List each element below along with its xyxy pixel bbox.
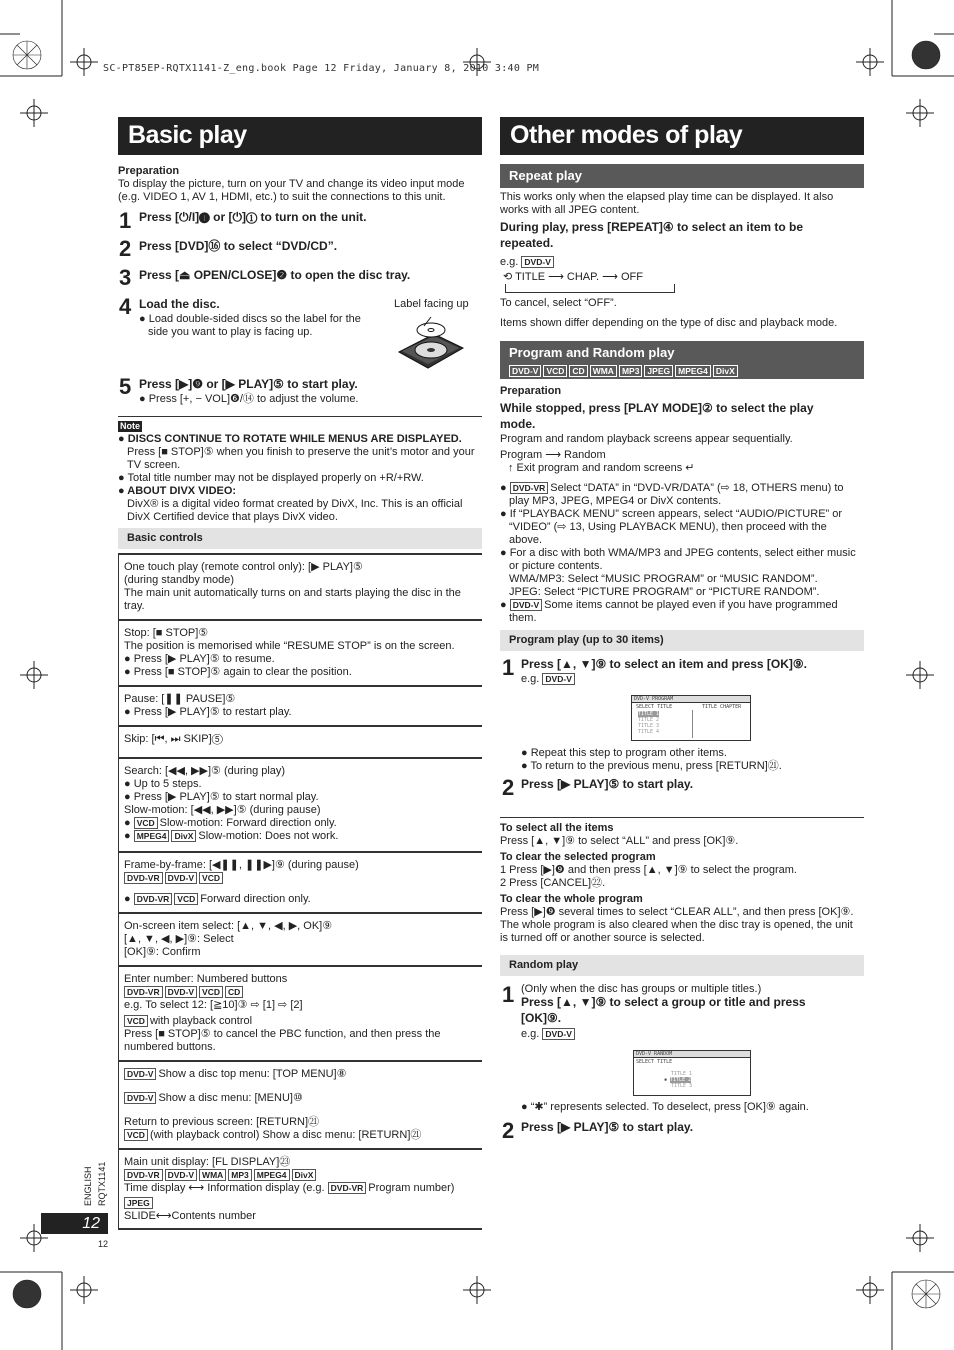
dvdv-tag: DVD-V <box>165 872 197 884</box>
note-line: play MP3, JPEG, MPEG4 or DivX contents. <box>509 495 722 507</box>
random-screen <box>633 1050 751 1096</box>
step-number: 1 <box>502 982 515 1007</box>
repeat-line: works with all JPEG content. <box>500 204 640 216</box>
dvdvr-tag: DVD-VR <box>510 482 549 494</box>
control-line: ● Press [▶ PLAY]⑤ to start normal play. <box>124 791 319 803</box>
frame-forward-text: Forward direction only. <box>200 893 311 905</box>
pbc-text: with playback control <box>149 1015 253 1027</box>
mpeg4-tag: MPEG4 <box>254 1169 290 1181</box>
box-rule <box>118 1148 482 1150</box>
control-line <box>124 1182 482 1195</box>
screen-header: DVD-V PROGRAM <box>632 696 750 703</box>
format-tags <box>509 363 864 377</box>
vcd-tag: VCD <box>174 893 198 905</box>
control-line: (during standby mode) <box>124 574 235 586</box>
disc-tray-illustration <box>396 314 466 372</box>
step-number: 2 <box>119 236 132 261</box>
dvdv-tag: DVD-V <box>124 1068 156 1080</box>
note-line: TV screen. <box>127 459 181 471</box>
disc-menu-text: Show a disc menu: [MENU]⑩ <box>158 1092 303 1104</box>
page-title-basic-play: Basic play <box>118 117 482 155</box>
language-label: ENGLISH <box>83 1166 93 1206</box>
wma-tag: WMA <box>199 1169 226 1181</box>
bullet-line: side you want to play is facing up. <box>148 326 313 338</box>
step-number: 1 <box>119 208 132 233</box>
step-number: 3 <box>119 265 132 290</box>
divider <box>118 416 482 417</box>
control-line: The main unit automatically turns on and starts playing the disc in the <box>124 587 461 599</box>
vcd-tag: VCD <box>124 1015 148 1027</box>
enter-number-box <box>118 973 482 1054</box>
dvdv-tag: DVD-V <box>509 365 541 377</box>
control-line: numbered buttons. <box>124 1041 216 1053</box>
repeat-line: This works only when the elapsed play time can be displayed. It also <box>500 191 834 203</box>
cd-tag: CD <box>569 365 587 377</box>
preparation-label: Preparation <box>118 165 180 177</box>
step-number: 1 <box>502 655 515 680</box>
note-line: ● If “PLAYBACK MENU” screen appears, select “AUDIO/PICTURE” or <box>500 508 843 520</box>
random-step-2: Press [▶ PLAY]⑤ to start play. <box>521 1120 694 1134</box>
control-title: Skip: [⏮, ⏭ SKIP]⑤ <box>124 733 223 745</box>
stop-box <box>118 627 482 679</box>
step-text: Press [⏏ OPEN/CLOSE]❷ to open the disc tray. <box>139 268 411 282</box>
program-number-text: Program number) <box>368 1182 455 1194</box>
random-step-line: [OK]⑨. <box>521 1011 562 1025</box>
repeat-items-note: Items shown differ depending on the type of disc and playback mode. <box>500 317 838 329</box>
box-rule <box>118 1228 482 1230</box>
program-random-title: Program and Random play <box>509 345 675 360</box>
control-line: ● Press [▶ PLAY]⑤ to resume. <box>124 653 275 665</box>
tag-row <box>124 1169 482 1182</box>
clear-selected-label: To clear the selected program <box>500 851 656 863</box>
jpeg-tag: JPEG <box>644 365 673 377</box>
screen-col1: SELECT TITLE <box>636 1059 673 1065</box>
screen-row: TITLE 3 <box>638 723 660 729</box>
page-number-small: 12 <box>98 1239 109 1249</box>
random-step-1 <box>521 994 861 1026</box>
display-box <box>118 1156 482 1223</box>
vcd-tag: VCD <box>199 986 223 998</box>
box-rule <box>118 619 482 621</box>
tag-row <box>124 986 482 999</box>
repeat-step-line: During play, press [REPEAT]④ to select an item to be <box>500 220 804 234</box>
slow-none-text: Slow-motion: Does not work. <box>198 830 339 842</box>
cd-tag: CD <box>225 986 243 998</box>
mpeg4-tag: MPEG4 <box>134 830 170 842</box>
note-line: them. <box>509 612 537 624</box>
step-text: Press [DVD]⑯ to select “DVD/CD”. <box>139 239 338 253</box>
note-line: ● DVD-VR Select “DATA” in “DVD-VR/DATA” (⇨ 18, OTHERS menu) to <box>500 482 844 494</box>
program-bullets <box>521 747 782 773</box>
step-text: Press [▶]❾ or [▶ PLAY]⑤ to start play. <box>139 377 358 391</box>
clear-selected-step: 2 Press [CANCEL]㉒. <box>500 877 606 889</box>
mpeg4-tag: MPEG4 <box>675 365 711 377</box>
control-line <box>124 1068 482 1081</box>
divx-tag: DivX <box>713 365 738 377</box>
page-title-other-modes: Other modes of play <box>500 117 864 155</box>
note-line: JPEG: Select “PICTURE PROGRAM” or “PICTURE RANDOM”. <box>509 586 820 598</box>
onscreen-select-box <box>118 920 482 959</box>
divx-tag: DivX <box>292 1169 317 1181</box>
repeat-intro <box>500 191 864 217</box>
program-flow <box>500 449 730 475</box>
control-line: tray. <box>124 600 145 612</box>
note-line: DivX Certified device that plays DivX video. <box>127 511 338 523</box>
divx-tag: DivX <box>171 830 196 842</box>
top-menu-text: Show a disc top menu: [TOP MENU]⑧ <box>158 1068 347 1080</box>
repeat-step <box>500 219 864 251</box>
clear-whole-line: is turned off or another source is selected. <box>500 932 705 944</box>
program-step-1: Press [▲, ▼]⑨ to select an item and press [OK]⑨. <box>521 657 808 671</box>
pbc-menu-text: (with playback control) Show a disc menu: [RETURN]㉑ <box>149 1129 422 1141</box>
search-box <box>118 765 482 843</box>
repeat-cancel: To cancel, select “OFF”. <box>500 297 617 309</box>
jpeg-tag: JPEG <box>124 1197 153 1209</box>
tag-row <box>124 1197 482 1210</box>
program-step-line: mode. <box>500 417 536 431</box>
random-bullet: ● “✱” represents selected. To deselect, press [OK]⑨ again. <box>521 1101 809 1113</box>
slow-forward-text: Slow-motion: Forward direction only. <box>159 817 337 829</box>
wma-tag: WMA <box>590 365 617 377</box>
repeat-return-arrow <box>505 284 675 293</box>
note-line: or picture contents. <box>509 560 603 572</box>
screen-col2: TITLE CHAPTER <box>702 704 742 710</box>
eg-label: e.g. <box>521 673 540 685</box>
screen-row: TITLE 1 <box>671 1071 693 1077</box>
screen-row-selected: ✱ TITLE 2 <box>664 1077 692 1083</box>
dvdv-tag: DVD-V <box>542 673 574 685</box>
note-line: ● DVD-V Some items cannot be played even if you have programmed <box>500 599 838 611</box>
box-rule <box>118 965 482 967</box>
bullet-line: ● Repeat this step to program other items. <box>521 747 727 759</box>
control-title: Pause: [❚❚ PAUSE]⑤ <box>124 693 236 705</box>
program-screen <box>631 695 751 741</box>
repeat-sequence <box>503 271 643 284</box>
program-eg <box>521 673 577 686</box>
note-label: Note <box>120 421 140 431</box>
vcd-tag: VCD <box>543 365 567 377</box>
step-text: Press [⏻/I]❶ or [⏻]① to turn on the unit. <box>139 210 367 224</box>
box-rule <box>118 851 482 853</box>
one-touch-play-box <box>118 561 482 613</box>
control-title: Slow-motion: [◀◀, ▶▶]⑤ (during pause) <box>124 804 321 816</box>
control-title: One touch play (remote control only): [▶ PLAY]⑤ <box>124 561 363 573</box>
screen-rows <box>664 1071 692 1089</box>
note-line: ● ABOUT DIVX VIDEO: <box>118 485 237 497</box>
preparation-text <box>118 178 482 204</box>
divider <box>500 817 864 818</box>
control-line: [OK]⑨: Confirm <box>124 946 201 958</box>
mp3-tag: MP3 <box>228 1169 251 1181</box>
step-number: 2 <box>502 775 515 800</box>
model-code-label: RQTX1141 <box>97 1161 107 1206</box>
page-number-box: 12 <box>41 1213 108 1234</box>
clear-whole-label: To clear the whole program <box>500 893 643 905</box>
program-clear-section <box>500 822 864 945</box>
box-rule <box>118 725 482 727</box>
program-random-heading <box>500 341 864 379</box>
vcd-tag: VCD <box>199 872 223 884</box>
random-play-heading: Random play <box>500 955 864 976</box>
control-title: On-screen item select: [▲, ▼, ◀, ▶, OK]⑨ <box>124 920 333 932</box>
control-line: ● DVD-VR VCD Forward direction only. <box>124 893 311 905</box>
dvdv-tag: DVD-V <box>165 1169 197 1181</box>
clear-selected-step: 1 Press [▶]❾ and then press [▲, ▼]⑨ to select the program. <box>500 864 797 876</box>
repeat-icon: ⟲ <box>503 271 513 283</box>
preparation-label: Preparation <box>500 385 562 397</box>
control-line: The position is memorised while “RESUME STOP” is on the screen. <box>124 640 455 652</box>
menu-box <box>118 1068 482 1142</box>
note-line: ● DISCS CONTINUE TO ROTATE WHILE MENUS ARE DISPLAYED. <box>118 433 462 445</box>
note-line: WMA/MP3: Select “MUSIC PROGRAM” or “MUSIC RANDOM”. <box>509 573 818 585</box>
vcd-tag: VCD <box>124 1129 148 1141</box>
box-rule <box>118 757 482 759</box>
basic-controls-heading: Basic controls <box>118 528 482 549</box>
pause-box <box>118 693 482 719</box>
select-all-text: Press [▲, ▼]⑨ to select “ALL” and press [OK]⑨. <box>500 835 739 847</box>
step-bullet <box>139 313 361 339</box>
control-line: ● VCD Slow-motion: Forward direction only. <box>124 817 337 829</box>
random-note: (Only when the disc has groups or multiple titles.) <box>521 983 762 995</box>
control-line <box>124 1129 482 1142</box>
box-rule <box>118 1060 482 1062</box>
repeat-example <box>500 256 556 269</box>
dvdv-tag: DVD-V <box>124 1092 156 1104</box>
label-facing-up-caption: Label facing up <box>394 298 469 310</box>
step-number: 2 <box>502 1118 515 1143</box>
step-number: 5 <box>119 374 132 399</box>
random-step-line: Press [▲, ▼]⑨ to select a group or title and press <box>521 995 806 1009</box>
prep-line: (e.g. VIDEO 1, AV 1, HDMI, etc.) to suit the connections to this unit. <box>118 191 446 203</box>
dvdvr-tag: DVD-VR <box>124 872 163 884</box>
control-title: Return to previous screen: [RETURN]㉑ <box>124 1116 320 1128</box>
flow-line: ↑ Exit program and random screens ↵ <box>508 462 695 474</box>
control-title: Main unit display: [FL DISPLAY]㉓ <box>124 1156 291 1168</box>
dvdvr-tag: DVD-VR <box>124 986 163 998</box>
note-line: DivX® is a digital video format created by DivX, Inc. This is an official <box>127 498 463 510</box>
box-rule <box>118 912 482 914</box>
screen-rows <box>638 711 659 735</box>
repeat-step-line: repeated. <box>500 236 554 250</box>
control-title: Search: [◀◀, ▶▶]⑤ (during play) <box>124 765 286 777</box>
control-line: e.g. To select 12: [≧10]③ ⇨ [1] ⇨ [2] <box>124 999 303 1011</box>
control-line: SLIDE⟷Contents number <box>124 1210 256 1222</box>
dvdv-tag: DVD-V <box>542 1028 574 1040</box>
note-line: above. <box>509 534 543 546</box>
screen-row: TITLE 4 <box>638 729 660 735</box>
program-step-2: Press [▶ PLAY]⑤ to start play. <box>521 777 694 791</box>
dvdv-tag: DVD-V <box>521 256 553 268</box>
note-line: Press [■ STOP]⑤ when you finish to preserve the unit’s motor and your <box>127 446 475 458</box>
screen-row: TITLE 1 <box>638 711 660 717</box>
screen-col1: SELECT TITLE <box>636 704 673 710</box>
dvdvr-tag: DVD-VR <box>134 893 173 905</box>
control-title: Enter number: Numbered buttons <box>124 973 288 985</box>
repeat-play-heading: Repeat play <box>500 164 864 188</box>
control-line: [▲, ▼, ◀, ▶]⑨: Select <box>124 933 234 945</box>
control-line: ● Press [■ STOP]⑤ again to clear the position. <box>124 666 352 678</box>
dvdv-tag: DVD-V <box>165 986 197 998</box>
time-display-text: Time display ⟷ Information display (e.g. <box>124 1182 325 1194</box>
dvdv-tag: DVD-V <box>510 599 542 611</box>
control-line <box>124 1015 482 1028</box>
step-bullet: ● Press [+, − VOL]❻/⑭ to adjust the volume. <box>139 393 359 405</box>
skip-box <box>118 733 482 746</box>
mp3-tag: MP3 <box>619 365 642 377</box>
program-step <box>500 400 864 432</box>
screen-header: DVD-V RANDOM <box>634 1051 750 1058</box>
box-rule <box>118 553 482 555</box>
repeat-seq-text: TITLE ⟶ CHAP. ⟶ OFF <box>515 271 643 283</box>
control-line: Press [■ STOP]⑤ to cancel the PBC function, and then press the <box>124 1028 441 1040</box>
note-line: ● For a disc with both WMA/MP3 and JPEG contents, select either music <box>500 547 856 559</box>
flow-line: Program ⟶ Random <box>500 449 606 461</box>
bullet-line: ● To return to the previous menu, press [RETURN]㉑. <box>521 760 782 772</box>
program-play-heading: Program play (up to 30 items) <box>500 630 864 651</box>
box-rule <box>118 685 482 687</box>
screen-row: TITLE 2 <box>670 1077 692 1083</box>
note-text: Select “DATA” in “DVD-VR/DATA” (⇨ 18, OTHERS menu) to <box>550 482 844 494</box>
program-seq-text: Program and random playback screens appear sequentially. <box>500 433 793 445</box>
control-title: Frame-by-frame: [◀❚❚, ❚❚▶]⑨ (during pause) <box>124 859 359 871</box>
screen-row: TITLE 3 <box>671 1083 693 1089</box>
control-line: ● Press [▶ PLAY]⑤ to restart play. <box>124 706 292 718</box>
eg-label: e.g. <box>500 256 519 268</box>
note-line: ● Total title number may not be displayed properly on +R/+RW. <box>118 472 424 484</box>
frame-by-frame-box <box>118 859 482 906</box>
prep-line: To display the picture, turn on your TV and change its video input mode <box>118 178 465 190</box>
control-title: Stop: [■ STOP]⑤ <box>124 627 209 639</box>
select-all-label: To select all the items <box>500 822 614 834</box>
vcd-tag: VCD <box>134 817 158 829</box>
control-line <box>124 1092 482 1105</box>
dvdvr-tag: DVD-VR <box>328 1182 367 1194</box>
clear-whole-line: Press [▶]❾ several times to select “CLEAR ALL”, and then press [OK]⑨. <box>500 906 854 918</box>
note-line: “VIDEO” (⇨ 13, Using PLAYBACK MENU), then proceed with the <box>509 521 827 533</box>
screen-row: TITLE 2 <box>638 717 660 723</box>
eg-label: e.g. <box>521 1028 540 1040</box>
program-step-line: While stopped, press [PLAY MODE]② to select the play <box>500 401 814 415</box>
control-line: ● Up to 5 steps. <box>124 778 202 790</box>
file-header: SC-PT85EP-RQTX1141-Z_eng.book Page 12 Friday, January 8, 2010 3:40 PM <box>103 63 540 74</box>
note-text: Some items cannot be played even if you have programmed <box>544 599 838 611</box>
clear-whole-line: The whole program is also cleared when the disc tray is opened, the unit <box>500 919 853 931</box>
step-number: 4 <box>119 294 132 319</box>
dvdvr-tag: DVD-VR <box>124 1169 163 1181</box>
step-text: Load the disc. <box>139 297 220 311</box>
tag-row <box>124 872 482 885</box>
bullet-line: ● Load double-sided discs so the label for the <box>139 313 361 325</box>
control-line: ● MPEG4 DivX Slow-motion: Does not work. <box>124 830 339 842</box>
notes-block <box>118 433 482 524</box>
random-eg <box>521 1028 577 1041</box>
program-notes <box>500 482 864 625</box>
